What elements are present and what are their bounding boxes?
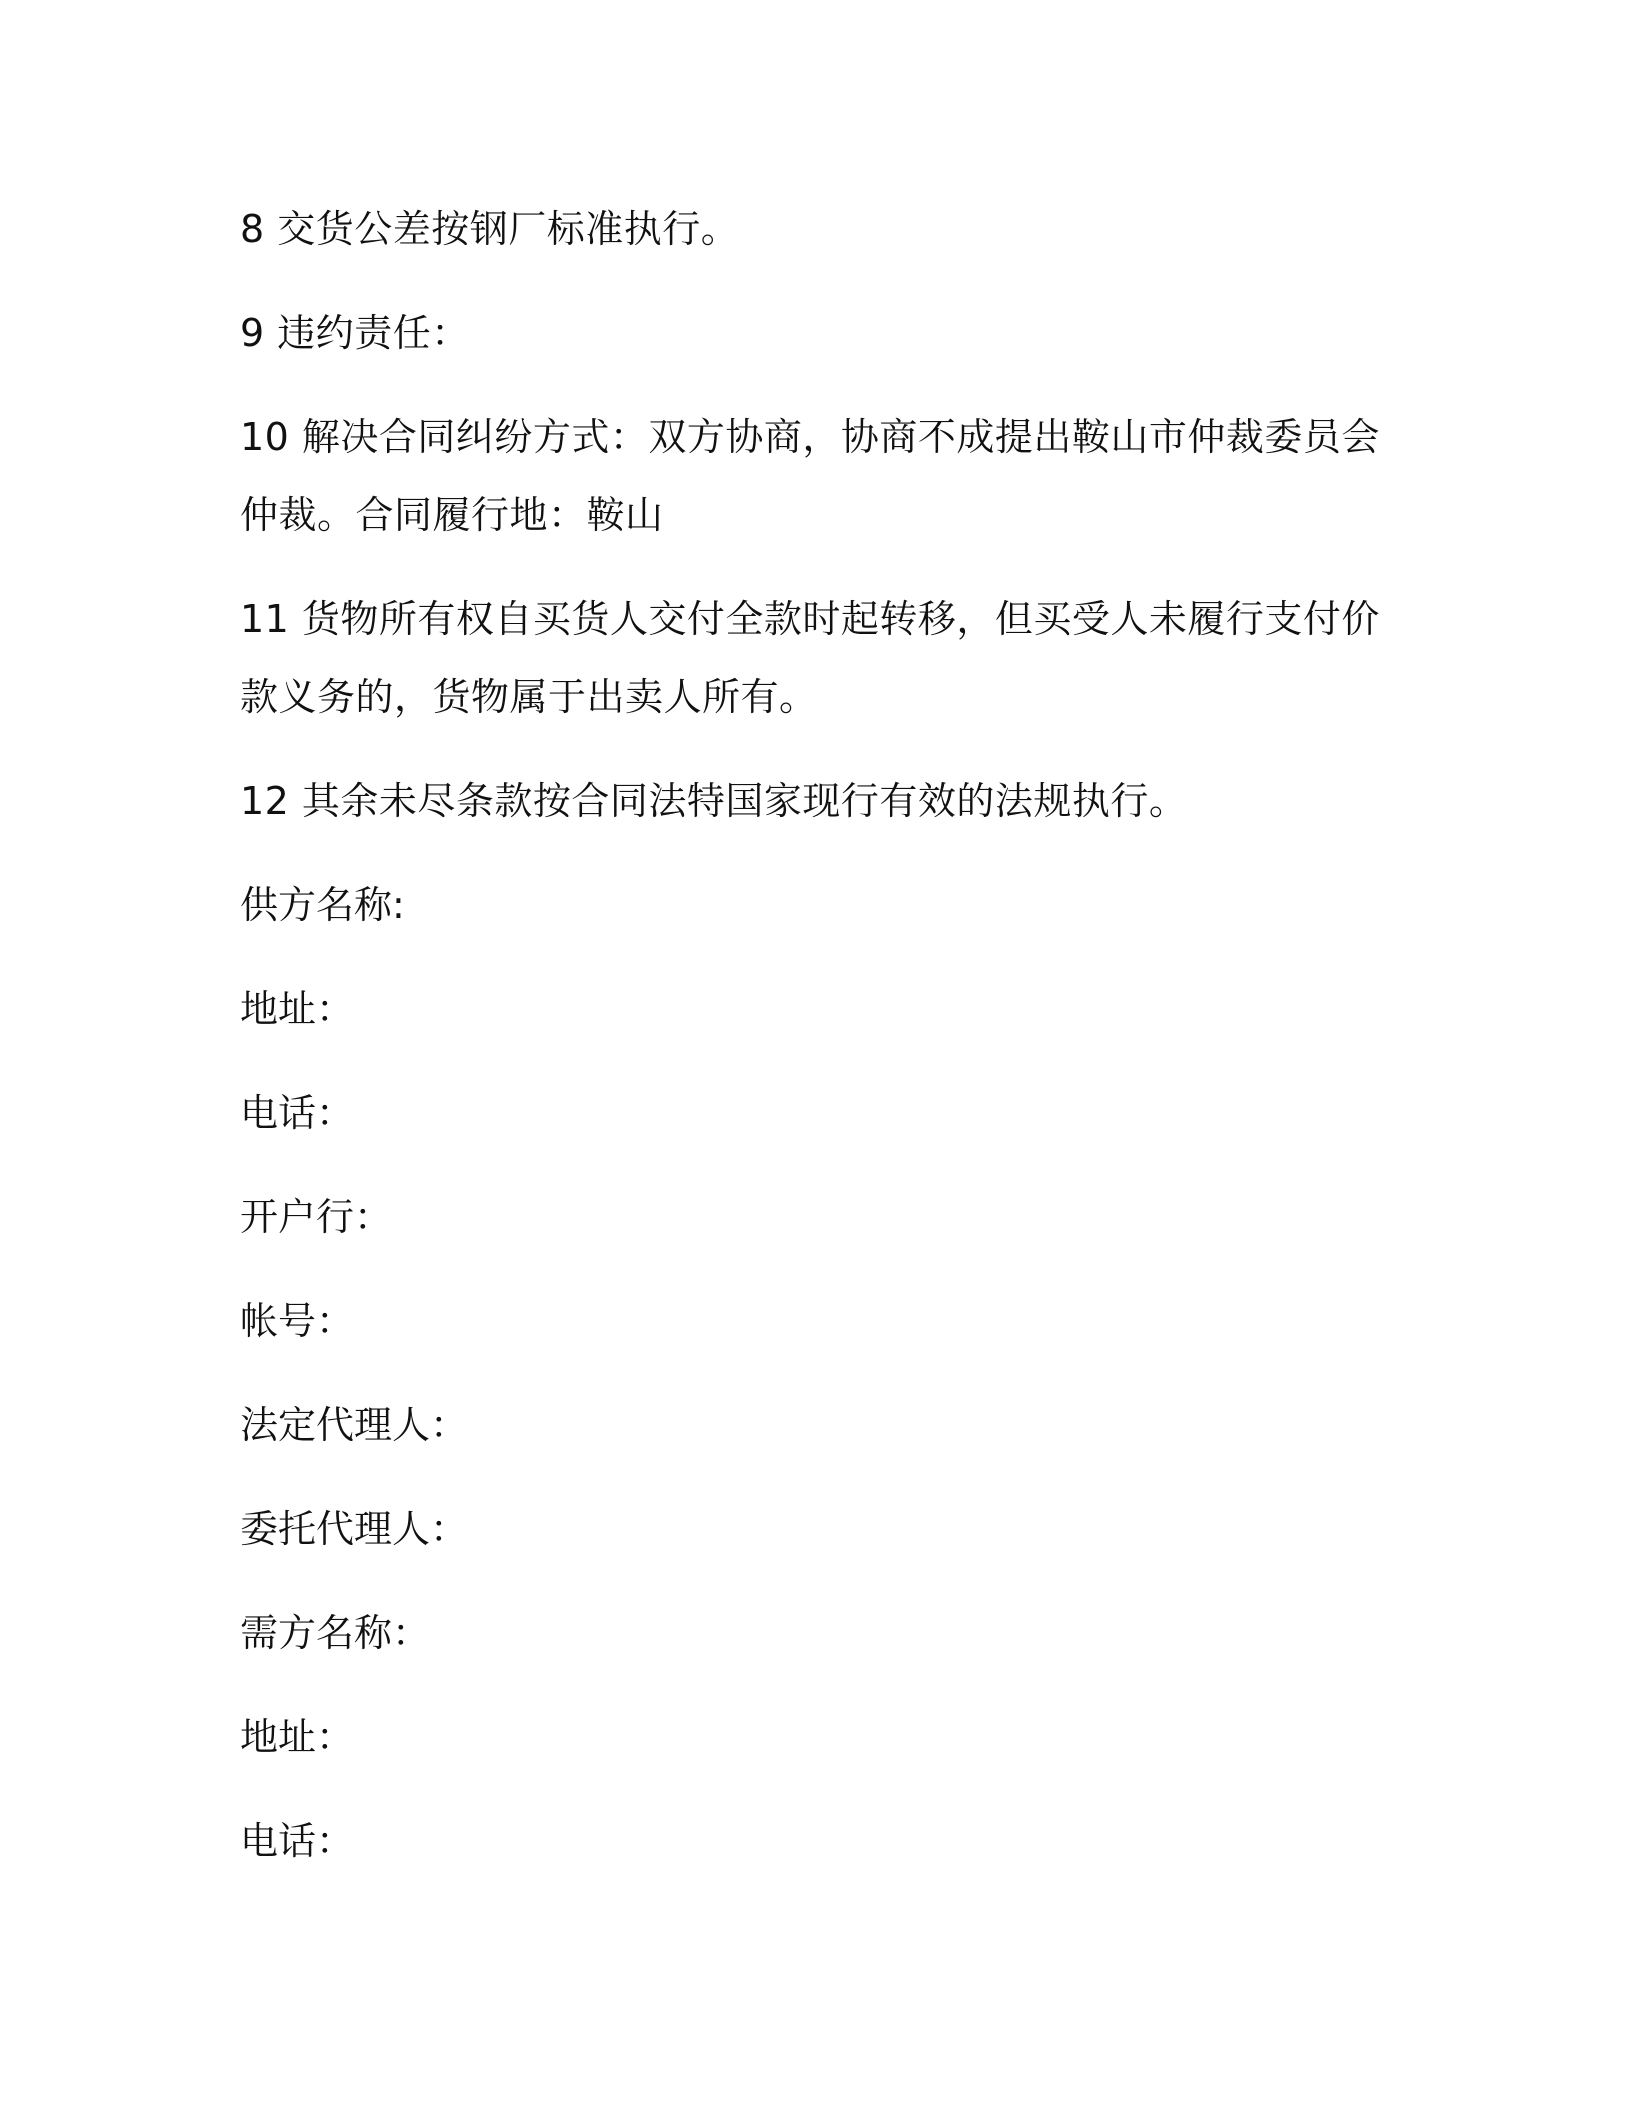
clause-8: 8 交货公差按钢厂标准执行。 <box>240 207 740 251</box>
supplier-account-label: 帐号： <box>240 1299 355 1343</box>
supplier-name-label: 供方名称: <box>240 883 405 927</box>
supplier-address-label: 地址： <box>240 987 355 1031</box>
clause-11: 11 货物所有权自买货人交付全款时起转移，但买受人未履行支付价款义务的，货物属于出卖人所有。 <box>240 597 1380 719</box>
clause-12: 12 其余未尽条款按合同法特国家现行有效的法规执行。 <box>240 779 1188 823</box>
supplier-bank-label: 开户行： <box>240 1195 393 1239</box>
buyer-name-label: 需方名称： <box>240 1611 431 1655</box>
supplier-agent-label: 委托代理人： <box>240 1507 469 1551</box>
clause-10: 10 解决合同纠纷方式：双方协商，协商不成提出鞍山市仲裁委员会仲裁。合同履行地：鞍山 <box>240 415 1380 537</box>
buyer-address-label: 地址： <box>240 1715 355 1759</box>
clause-9: 9 违约责任： <box>240 311 470 355</box>
supplier-phone-label: 电话： <box>240 1091 355 1135</box>
supplier-legal-rep-label: 法定代理人： <box>240 1403 469 1447</box>
buyer-phone-label: 电话： <box>240 1819 355 1863</box>
document-page <box>240 190 1390 1906</box>
